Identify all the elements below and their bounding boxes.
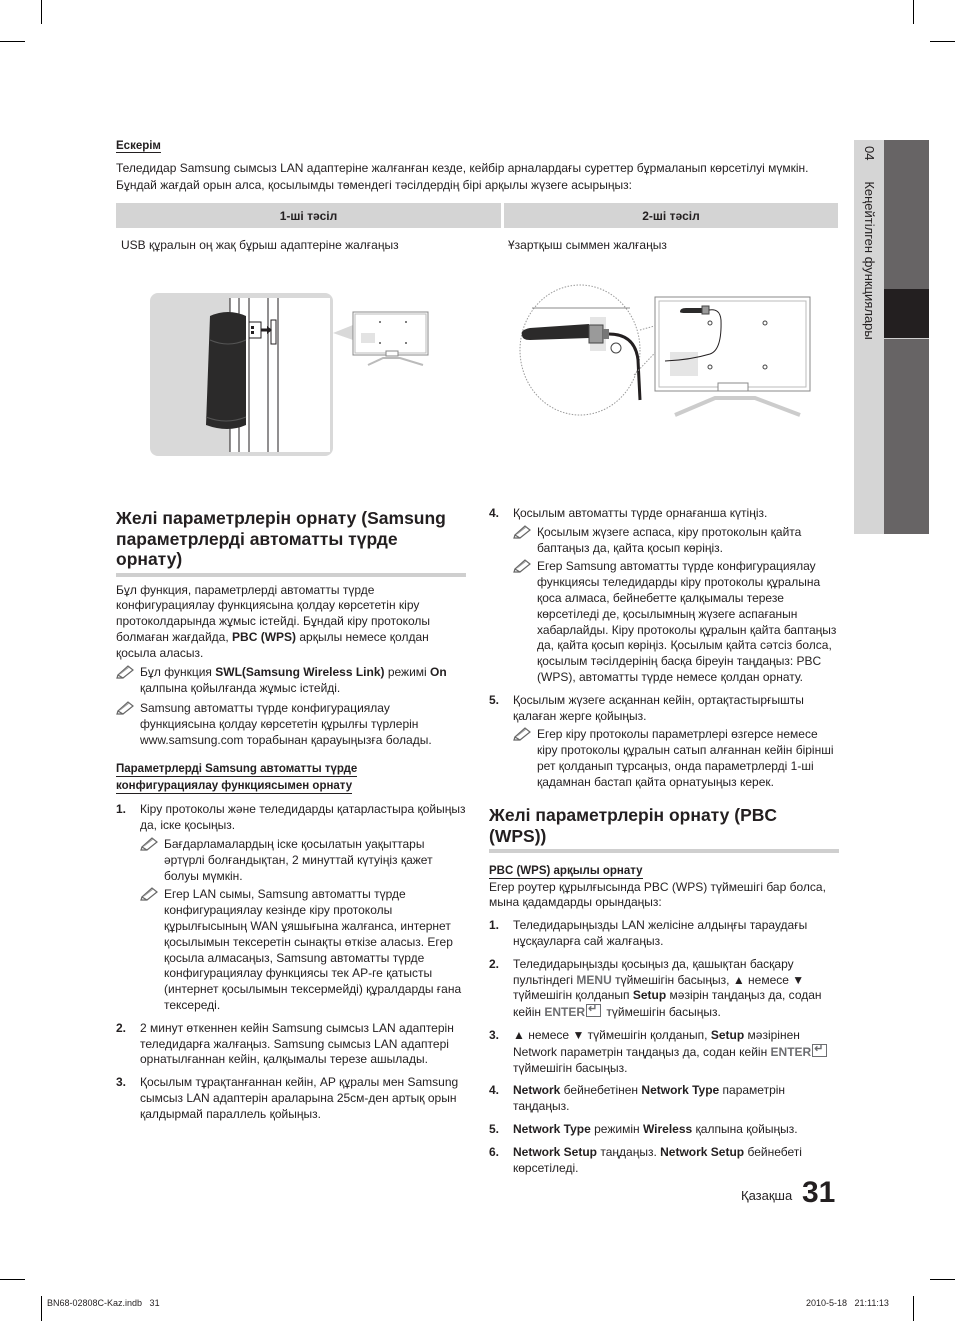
enter-key-label: ENTER [770, 1044, 812, 1059]
step-bold: Wireless [642, 1121, 693, 1136]
step-bold: Network Type [641, 1083, 720, 1098]
step-text: ▲ немесе ▼ түймешігін қолданып, [513, 1027, 711, 1042]
footer-language: Қазақша [741, 1188, 793, 1203]
step-number: 2. [489, 956, 500, 971]
step-number: 1. [489, 918, 500, 933]
crop-mark [930, 1279, 955, 1280]
step-item [489, 1145, 839, 1177]
note-title: Ескерім [116, 140, 161, 152]
note-item [140, 887, 466, 1013]
note-text: Егер кіру протоколы параметрлері өзгерсе немесе кіру протоколы құралын сатып алғаннан кейін бірінші рет қолданып тұрсаңыз, онда параметрлерді 1-ші қадамнан бастап қайта орнатуыңыз керек. [537, 727, 834, 789]
step-number: 6. [489, 1144, 500, 1159]
pbc-intro: Егер роутер құрылғысында PBC (WPS) түймешігі бар болса, мына қадамдарды орындаңыз: [489, 879, 826, 910]
note-text: Егер Samsung автоматты түрде конфигурациялау функциясы теледидарды кіру протоколы құралына қоса алмаса, бейнебетте қалқымалы терезе көрсетіледі де, қосылымның жүзеге аспағанын хабарлайды. Кіру протоколы құралын қайта баптаңыз да, қайта қосып көріңіз. Қосылым қайта сәтсіз болса, қосылым тәсілдерінің басқа біреуін таңдаңыз: PBC (WPS), автоматты түрде немесе қолдан орнату. [537, 559, 837, 684]
step-text: Қосылым жүзеге асқаннан кейін, ортақтастырғышты қалаған жерге қойыңыз. [513, 692, 804, 723]
chapter-side-tab [854, 140, 929, 534]
subheading-line: Параметрлерді Samsung автоматты түрде [116, 763, 358, 776]
extension-cable-illustration [510, 280, 830, 450]
subheading-auto-config [116, 761, 357, 795]
step-text: режимін [590, 1121, 643, 1136]
enter-icon [812, 1044, 827, 1057]
left-column [116, 508, 466, 1123]
step-text: түймешігін басыңыз. [513, 1060, 628, 1075]
step-item [116, 1075, 466, 1122]
step-item [489, 693, 839, 791]
method-2-description: Ұзартқыш сыммен жалғаңыз [508, 238, 667, 252]
step-number: 2. [116, 1020, 127, 1035]
subheading-pbc-wps [489, 863, 643, 880]
setup-menu-label: Setup [632, 988, 667, 1003]
step-item [489, 957, 839, 1021]
note-item [140, 837, 466, 884]
note-text: Егер LAN сымы, Samsung автоматты түрде конфигурациялау кезінде кіру протоколы құрылғысының WAN ұяшығына жалғанса, интернет қосылымын тексеретін сынақты өткізе аласыз. Егер қосыла алмасаңыз, Samsung автоматты түрде конфигурациялау функциясы тек AP-ге қатысты (интернет қосылымын тексермейді) құралдарды ғана тексереді. [164, 887, 462, 1013]
step-item [489, 1028, 839, 1076]
step-number: 4. [489, 1083, 500, 1098]
step-item [489, 918, 839, 950]
intro-text: Бұл функция, параметрлерді автоматты түрде конфигурациялау функциясына қолдау көрсететін кіру протоколдарында жұмыс істейді. Бұндай кіру протоколы болмаған жағдайда, [116, 582, 431, 644]
menu-key-label: MENU [576, 972, 612, 987]
crop-mark [0, 1279, 25, 1280]
step-text: мәзірін таңдаңыз да, содан кейін [513, 988, 822, 1020]
step-text: түймешігін басыңыз, ▲ немесе ▼ түймешігін қолданып [513, 972, 805, 1003]
note-item [513, 727, 839, 790]
step-text: түймешігін басыңыз. [603, 1005, 721, 1020]
crop-mark [0, 41, 25, 42]
side-tab-current-marker [884, 289, 929, 339]
method-1-header: 1-ші тәсіл [116, 203, 501, 228]
method-1-description: USB құралын оң жақ бұрыш адаптеріне жалғаңыз [121, 238, 399, 252]
note-text: Қосылым жүзеге аспаса, кіру протоколын қайта баптаңыз да, қайта қосып көріңіз. [537, 524, 802, 555]
step-bold: Network Type [513, 1121, 591, 1136]
note-pencil-icon [140, 836, 160, 851]
note-item [116, 665, 466, 697]
step-number: 3. [116, 1075, 127, 1090]
usb-right-angle-adapter-illustration [148, 290, 448, 460]
step-bold: Network Setup [660, 1144, 745, 1159]
note-pencil-icon [513, 524, 533, 539]
note-text: Теледидар Samsung сымсыз LAN адаптеріне жалғанған кезде, кейбір арналардағы суреттер бұрмаланып көрсетілуі мүмкін. Бұндай жағдай орын алса, қосылымды төмендегі тәсілдердің бірі арқылы жүзеге асырыңыз: [116, 161, 809, 192]
step-item [489, 1083, 839, 1115]
step-text: 2 минут өткеннен кейін Samsung сымсыз LAN адаптерін теледидарға жалғаңыз. Samsung сымсыз LAN адаптері орнатылғаннан кейін, қалқымалы терезе ашылады. [140, 1020, 454, 1067]
note-item [116, 701, 466, 748]
step-text: таңдаңыз. [597, 1144, 661, 1159]
crop-mark [930, 41, 955, 42]
intro-bold: PBC (WPS) [232, 629, 297, 644]
print-slug-date: 2010-5-18 21:11:13 [806, 1298, 889, 1308]
step-text: бейнебеті көрсетіледі. [513, 1144, 802, 1175]
step-number: 1. [116, 802, 127, 817]
note-text: Бұл функция [140, 665, 216, 680]
note-pencil-icon [513, 558, 533, 573]
step-item [489, 1122, 839, 1138]
chapter-title: Кеңейтілген функциялары [862, 181, 877, 340]
page-number: 31 [802, 1176, 836, 1209]
step-number: 5. [489, 1121, 500, 1136]
step-item [489, 506, 839, 686]
note-text: қалпына қойылғанда жұмыс істейді. [140, 681, 341, 696]
chapter-number: 04 [862, 146, 877, 161]
step-number: 4. [489, 506, 500, 520]
section-heading-auto-setup: Желі параметрлерін орнату (Samsung параметрлерді автоматты түрде орнату) [116, 508, 466, 577]
note-bold: SWL(Samsung Wireless Link) [215, 665, 385, 680]
print-slug-file: BN68-02808C-Kaz.indb 31 [47, 1298, 160, 1308]
step-bold: Network Setup [513, 1144, 598, 1159]
step-text: Қосылым автоматты түрде орнағанша күтіңіз. [513, 506, 768, 520]
note-pencil-icon [513, 726, 533, 741]
step-item [116, 1021, 466, 1068]
note-text: Samsung автоматты түрде конфигурациялау функциясына қолдау көрсететін құрылғы түрлерін www.samsung.com торабынан қарауыңызға болады. [140, 701, 432, 747]
step-text: Кіру протоколы және теледидарды қатарластыра қойыңыз да, іске қосыңыз. [140, 802, 466, 833]
step-text: мәзірінен Network параметрін таңдаңыз да, содан кейін [513, 1027, 800, 1059]
chapter-label [858, 146, 880, 526]
note-item [513, 559, 839, 685]
step-item [116, 802, 466, 1013]
subheading-line: конфигурациялау функциясымен орнату [116, 780, 353, 793]
step-text: Қосылым тұрақтанғаннан кейін, AP құралы мен Samsung сымсыз LAN адаптерін араларына 25см-ден артық орын қалдырмай параллель қойыңыз. [140, 1075, 459, 1121]
crop-mark [913, 1296, 914, 1321]
section-heading-pbc-wps: Желі параметрлерін орнату (PBC (WPS)) [489, 805, 839, 853]
step-text: Теледидарыңызды қосыңыз да, қашықтан басқару пультіндегі [513, 956, 794, 987]
step-number: 3. [489, 1027, 500, 1042]
step-text: қалпына қойыңыз. [692, 1121, 798, 1136]
step-number: 5. [489, 692, 500, 707]
crop-mark [41, 0, 42, 24]
step-bold: Network [513, 1083, 561, 1098]
right-column [489, 506, 839, 1176]
note-item [513, 525, 839, 557]
step-text: Теледидарыңызды LAN желісіне алдыңғы тараудағы нұсқауларға сай жалғаңыз. [513, 918, 808, 948]
note-bold: On [430, 665, 447, 680]
step-text: бейнебетінен [560, 1083, 642, 1098]
enter-icon [586, 1004, 601, 1017]
subheading-line: PBC (WPS) арқылы орнату [489, 864, 643, 877]
note-pencil-icon [116, 664, 136, 679]
note-text: Бағдарламалардың іске қосылатын уақыттары әртүрлі болғандықтан, 2 минуттай күтуіңіз қажет болуы мүмкін. [164, 837, 433, 883]
note-text: режимі [384, 665, 431, 680]
crop-mark [41, 1296, 42, 1321]
method-2-header: 2-ші тәсіл [504, 203, 838, 228]
crop-mark [913, 0, 914, 24]
enter-key-label: ENTER [544, 1005, 586, 1020]
note-pencil-icon [140, 886, 160, 901]
step-text: параметрін таңдаңыз. [513, 1083, 786, 1114]
note-pencil-icon [116, 700, 136, 715]
auto-setup-intro [116, 583, 466, 662]
intro-text: арқылы немесе қолдан қосыла аласыз. [116, 629, 429, 660]
setup-menu-label: Setup [710, 1027, 745, 1042]
